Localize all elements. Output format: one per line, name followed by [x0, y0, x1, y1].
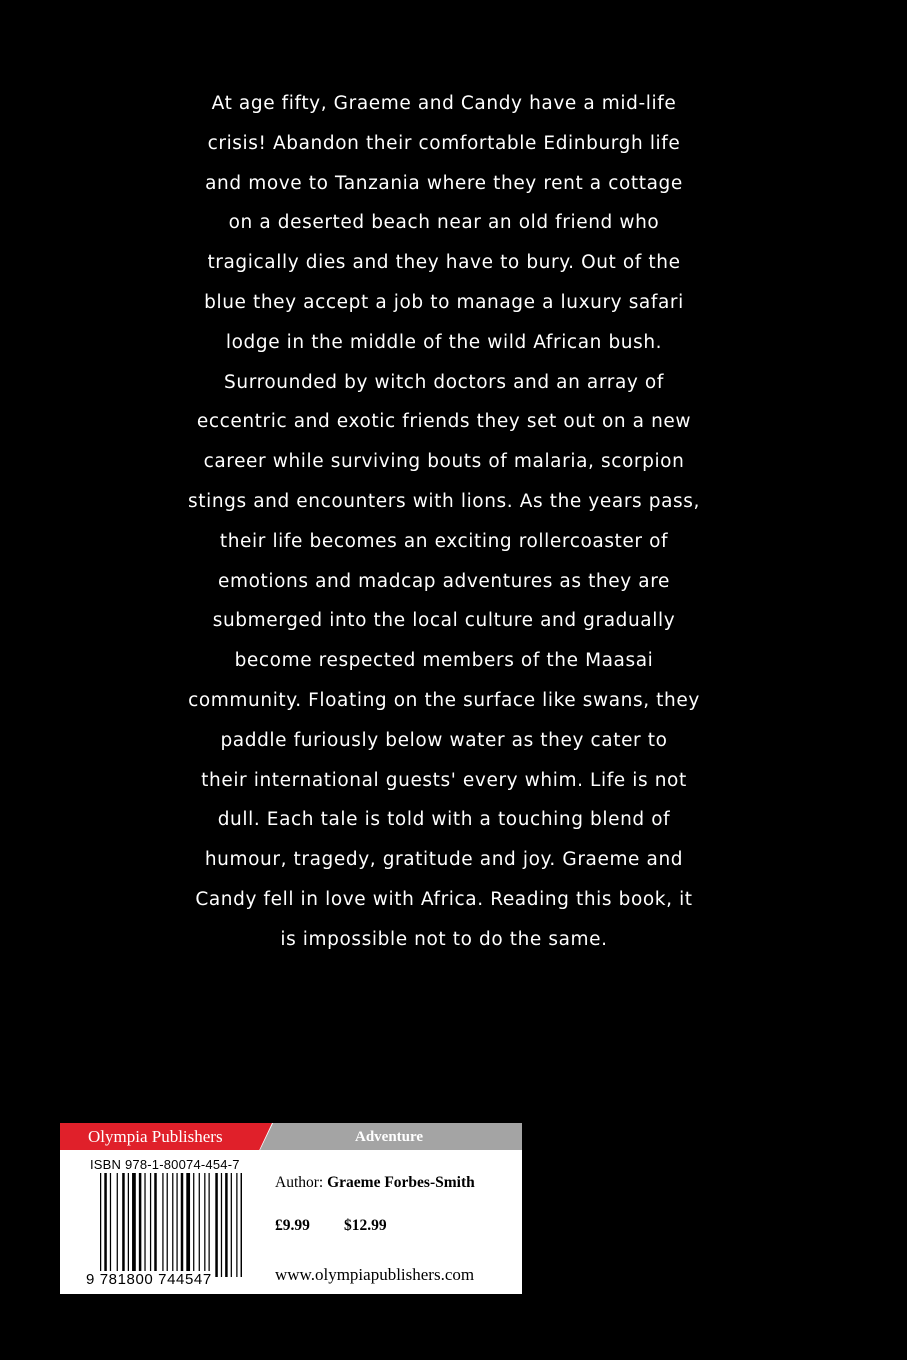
blurb-line: crisis! Abandon their comfortable Edinburgh life	[207, 132, 681, 154]
barcode-bar	[221, 1173, 222, 1277]
barcode-bar	[236, 1173, 237, 1277]
barcode-icon	[100, 1173, 242, 1277]
barcode-bar	[215, 1173, 218, 1277]
blurb-line: career while surviving bouts of malaria, scorpion	[203, 451, 685, 473]
barcode-bar	[104, 1173, 107, 1277]
blurb-line: on a deserted beach near an old friend who	[228, 212, 660, 234]
publisher-label-box	[60, 1123, 522, 1294]
blurb-line: Surrounded by witch doctors and an array of	[224, 371, 664, 393]
blurb-line: emotions and madcap adventures as they are	[218, 570, 670, 592]
blurb-line: community. Floating on the surface like swans, they	[188, 689, 700, 711]
author-prefix: Author:	[275, 1174, 328, 1191]
barcode-bar	[167, 1173, 168, 1277]
blurb-line: submerged into the local culture and gradually	[212, 610, 676, 632]
genre-label: Adventure	[355, 1129, 424, 1145]
barcode-bar	[132, 1173, 136, 1277]
barcode-bar	[144, 1173, 145, 1277]
blurb-line: eccentric and exotic friends they set out on a new	[196, 411, 692, 433]
barcode-bar	[231, 1173, 232, 1277]
price-gbp: £9.99	[275, 1217, 310, 1234]
blurb-line: their international guests' every whim. Life is not	[201, 769, 687, 791]
barcode-bar	[110, 1173, 111, 1277]
blurb-line: lodge in the middle of the wild African bush.	[225, 331, 663, 353]
barcode-bar	[117, 1173, 118, 1277]
blurb-line: is impossible not to do the same.	[280, 928, 608, 950]
author-line	[275, 1173, 475, 1193]
blurb-line: dull. Each tale is told with a touching blend of	[217, 809, 671, 831]
blurb-line: become respected members of the Maasai	[234, 650, 654, 672]
publisher-name: Olympia Publishers	[88, 1127, 223, 1146]
isbn-text: ISBN 978-1-80074-454-7	[90, 1157, 240, 1172]
back-cover-blurb	[180, 84, 708, 960]
barcode-bar	[199, 1173, 200, 1277]
barcode-bar	[172, 1173, 173, 1277]
publisher-website: www.olympiapublishers.com	[275, 1265, 475, 1284]
barcode-bar	[100, 1173, 101, 1277]
blurb-line: paddle furiously below water as they cater to	[220, 729, 668, 751]
barcode-bar	[225, 1173, 228, 1277]
barcode-digits: 9 781800 744547	[86, 1271, 212, 1288]
barcode-bar	[209, 1173, 210, 1277]
barcode-bar	[241, 1173, 242, 1277]
blurb-line: and move to Tanzania where they rent a cottage	[205, 172, 683, 194]
barcode-bar	[139, 1173, 142, 1277]
author-name: Graeme Forbes-Smith	[327, 1174, 475, 1191]
blurb-line: stings and encounters with lions. As the years pass,	[187, 490, 700, 512]
barcode-bar	[128, 1173, 129, 1277]
barcode-bar	[154, 1173, 157, 1277]
barcode-bar	[186, 1173, 190, 1277]
blurb-line: tragically dies and they have to bury. Out of the	[207, 252, 681, 274]
label-header-band	[60, 1123, 522, 1150]
barcode-bar	[176, 1173, 177, 1277]
barcode-bar	[204, 1173, 205, 1277]
blurb-line: blue they accept a job to manage a luxury safari	[204, 291, 684, 313]
barcode-bar	[162, 1173, 163, 1277]
barcode-bar	[150, 1173, 151, 1277]
barcode-bar	[122, 1173, 125, 1277]
blurb-line: At age fifty, Graeme and Candy have a mid-life	[211, 93, 677, 114]
barcode-bar	[193, 1173, 194, 1277]
blurb-line: Candy fell in love with Africa. Reading this book, it	[195, 888, 693, 910]
blurb-line: their life becomes an exciting rollercoaster of	[219, 530, 669, 552]
blurb-line: humour, tragedy, gratitude and joy. Graeme and	[204, 849, 684, 871]
barcode-bar	[181, 1173, 184, 1277]
price-usd: $12.99	[344, 1217, 387, 1234]
